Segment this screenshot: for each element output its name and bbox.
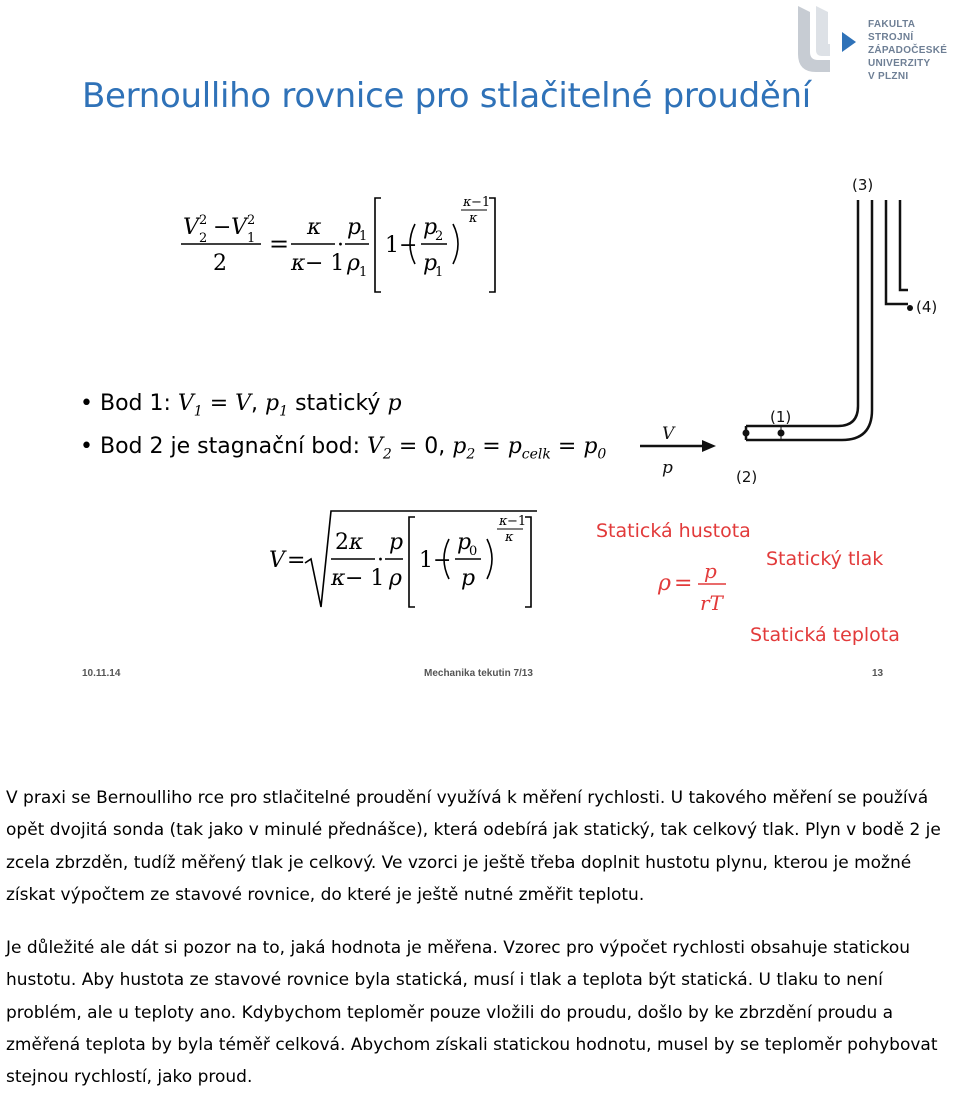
svg-text:2: 2 — [335, 530, 349, 555]
svg-text:−: − — [213, 215, 232, 240]
svg-text:κ: κ — [307, 215, 322, 240]
svg-text:1−: 1− — [385, 233, 418, 258]
svg-text:1−: 1− — [419, 548, 452, 573]
svg-text:1: 1 — [359, 265, 368, 280]
slide-title: Bernoulliho rovnice pro stlačitelné proudění — [82, 76, 811, 116]
svg-text:2: 2 — [199, 213, 208, 228]
svg-text:p: p — [389, 530, 404, 555]
svg-text:κ: κ — [469, 211, 478, 226]
slide-page-number: 13 — [872, 668, 884, 679]
svg-text:1: 1 — [435, 265, 444, 280]
slide-course: Mechanika tekutin 7/13 — [424, 668, 533, 679]
bullet-point-2: • Bod 2 je stagnační bod: $V_2 = 0$, $p_2 = p_{celk} = p_0$ — [80, 434, 607, 463]
svg-text:ρ: ρ — [389, 566, 402, 591]
svg-text:2: 2 — [435, 229, 444, 244]
svg-text:1: 1 — [247, 231, 256, 246]
university-name: FAKULTA STROJNÍ ZÁPADOČESKÉ UNIVERZITY V PLZNI — [868, 19, 948, 82]
bullet-point-1: • Bod 1: $V_1 = V$, $p_1$ statický p — [80, 391, 402, 420]
probe-label-2: (2) — [736, 468, 758, 486]
svg-text:ρ: ρ — [347, 251, 360, 276]
svg-text:=: = — [674, 571, 693, 596]
svg-text:2: 2 — [199, 231, 208, 246]
bernoulli-compressible-formula — [175, 190, 505, 300]
point-definitions — [80, 386, 606, 473]
flow-velocity-label: V — [662, 424, 675, 444]
svg-text:p: p — [704, 559, 717, 583]
velocity-formula — [265, 505, 545, 615]
svg-text:κ: κ — [349, 530, 364, 555]
svg-text:=: = — [269, 230, 290, 258]
paragraph-2: Je důležité ale dát si pozor na to, jaká hodnota je měřena. Vzorec pro výpočet rychlosti obsahuje statickou hustotu. Aby hustota ze stavové rovnice byla statická, musí i tlak a teplota být statická. U tlaku to není problém, ale u teploty ano. Kdybychom teploměr pouze vložili do proudu, došlo by ke zbrzdění proudu a změřená teplota by byla téměř celková. Abychom získali statickou hodnotu, musel by se teploměr pohybovat stejnou rychlostí, jako proud. — [6, 938, 938, 1088]
svg-text:p: p — [457, 530, 472, 555]
flow-pressure-label: p — [662, 458, 673, 478]
svg-text:p: p — [423, 215, 438, 240]
svg-text:κ: κ — [463, 195, 472, 210]
svg-text:0: 0 — [469, 544, 478, 559]
svg-text:κ: κ — [505, 530, 514, 545]
svg-text:κ: κ — [499, 514, 508, 529]
slide-date: 10.11.14 — [82, 668, 121, 679]
svg-text:−1: −1 — [507, 514, 527, 529]
probe-label-3: (3) — [852, 176, 874, 194]
svg-text:·: · — [377, 548, 384, 573]
svg-text:V: V — [183, 215, 199, 240]
svg-text:κ: κ — [291, 251, 306, 276]
pitot-probe-diagram — [640, 170, 960, 490]
svg-text:·: · — [337, 233, 344, 258]
svg-text:κ: κ — [331, 566, 346, 591]
svg-text:2: 2 — [213, 251, 227, 276]
svg-text:V: V — [231, 215, 247, 240]
static-density-label: Statická hustota — [596, 520, 751, 542]
svg-text:p: p — [423, 251, 438, 276]
svg-text:− 1: − 1 — [305, 251, 345, 276]
svg-text:−1: −1 — [471, 195, 491, 210]
probe-label-1: (1) — [770, 408, 792, 426]
svg-text:p: p — [461, 566, 476, 591]
university-logo-icon — [796, 4, 858, 76]
svg-text:V: V — [269, 548, 285, 573]
svg-text:2: 2 — [247, 213, 256, 228]
paragraph-1: V praxi se Bernoulliho rce pro stlačitelné proudění využívá k měření rychlosti. U takového měření se používá opět dvojitá sonda (tak jako v minulé přednášce), která odebírá jak statický, tak celkový tlak. Plyn v bodě 2 je zcela zbrzděn, tudíž měřený tlak je celkový. Ve vzorci je ještě třeba doplnit hustotu plynu, kterou je možné získat výpočtem ze stavové rovnice, do které je ještě nutné změřit teplotu. — [6, 788, 941, 905]
probe-label-4: (4) — [916, 298, 938, 316]
state-equation-formula — [656, 556, 736, 616]
svg-text:− 1: − 1 — [345, 566, 385, 591]
svg-text:p: p — [347, 215, 362, 240]
svg-text:1: 1 — [359, 229, 368, 244]
static-temperature-label: Statická teplota — [750, 624, 900, 646]
svg-text:=: = — [287, 548, 306, 573]
svg-text:rT: rT — [700, 591, 723, 615]
svg-text:ρ: ρ — [658, 571, 671, 596]
static-pressure-label: Statický tlak — [766, 548, 884, 570]
